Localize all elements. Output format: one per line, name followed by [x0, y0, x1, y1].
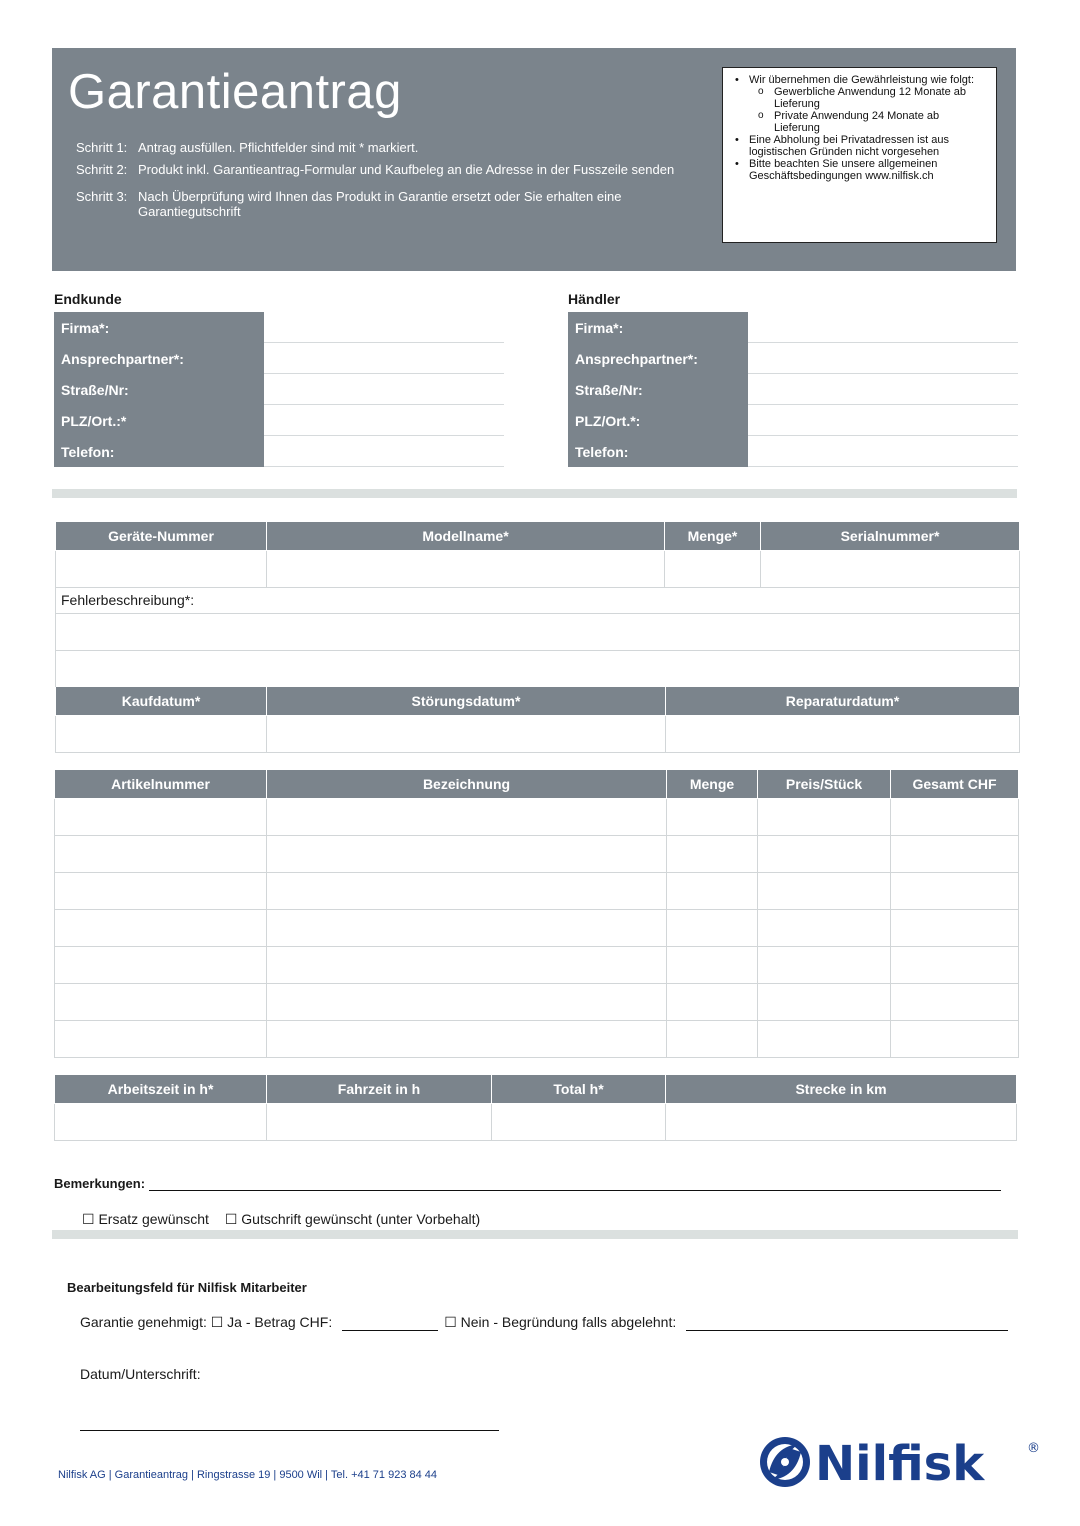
step-1	[76, 140, 716, 155]
table-row	[55, 983, 1019, 1020]
table-cell[interactable]	[758, 798, 891, 835]
purchase-date-cell[interactable]	[56, 715, 267, 752]
credit-checkbox[interactable]: ☐ Gutschrift gewünscht (unter Vorbehalt)	[224, 1211, 481, 1227]
col-header: Reparaturdatum*	[666, 687, 1020, 715]
table-cell[interactable]	[891, 909, 1019, 946]
col-header: Preis/Stück	[758, 770, 891, 798]
replacement-checkbox[interactable]: ☐ Ersatz gewünscht	[82, 1211, 209, 1227]
info-bullet: • Eine Abholung bei Privatadressen ist aus logistischen Gründen nicht vorgesehen	[735, 134, 988, 158]
col-header: Gesamt CHF	[891, 770, 1019, 798]
col-header: Arbeitszeit in h*	[55, 1075, 267, 1103]
time-table	[54, 1075, 1017, 1141]
col-header: Modellname*	[267, 522, 665, 550]
step-3	[76, 189, 716, 219]
firma-input[interactable]	[748, 312, 1018, 343]
table-cell[interactable]	[267, 872, 667, 909]
phone-input[interactable]	[264, 436, 504, 467]
section-divider	[52, 1230, 1018, 1239]
logo-wordmark: Nilfisk	[815, 1436, 985, 1492]
haendler-fields	[568, 312, 1018, 467]
table-cell[interactable]	[758, 872, 891, 909]
table-cell[interactable]	[267, 946, 667, 983]
step-label: Schritt 3:	[76, 189, 128, 204]
field-label: Ansprechpartner*:	[54, 343, 264, 374]
field-label: PLZ/Ort.*:	[568, 405, 748, 436]
total-hours-cell[interactable]	[492, 1103, 666, 1140]
table-row	[55, 798, 1019, 835]
parts-table	[54, 770, 1019, 1058]
serial-number-cell[interactable]	[761, 550, 1020, 587]
haendler-row-plz	[568, 405, 1018, 436]
info-sub-bullet: o Private Anwendung 24 Monate ab Lieferung	[735, 110, 988, 134]
page-title: Garantieantrag	[68, 65, 402, 119]
field-label: Firma*:	[568, 312, 748, 343]
field-label: Telefon:	[568, 436, 748, 467]
step-text: Nach Überprüfung wird Ihnen das Produkt in Garantie ersetzt oder Sie erhalten eine Garantiegutschrift	[138, 189, 622, 219]
col-header: Geräte-Nummer	[56, 522, 267, 550]
table-cell[interactable]	[55, 946, 267, 983]
footer-address: Nilfisk AG | Garantieantrag | Ringstrasse 19 | 9500 Wil | Tel. +41 71 923 84 44	[58, 1469, 438, 1481]
table-row	[55, 872, 1019, 909]
table-cell[interactable]	[891, 983, 1019, 1020]
work-hours-cell[interactable]	[55, 1103, 267, 1140]
table-cell[interactable]	[891, 872, 1019, 909]
table-row	[55, 946, 1019, 983]
device-table	[55, 522, 1020, 688]
table-row	[55, 909, 1019, 946]
steps-list	[76, 140, 716, 226]
table-cell[interactable]	[667, 835, 758, 872]
haendler-row-street	[568, 374, 1018, 405]
table-cell[interactable]	[55, 983, 267, 1020]
travel-hours-cell[interactable]	[267, 1103, 492, 1140]
table-cell[interactable]	[667, 983, 758, 1020]
step-label: Schritt 1:	[76, 140, 128, 155]
col-header: Bezeichnung	[267, 770, 667, 798]
field-label: Telefon:	[54, 436, 264, 467]
device-number-cell[interactable]	[56, 550, 267, 587]
street-input[interactable]	[748, 374, 1018, 405]
col-header: Menge*	[665, 522, 761, 550]
col-header: Strecke in km	[666, 1075, 1017, 1103]
step-2	[76, 162, 716, 182]
repair-date-cell[interactable]	[666, 715, 1020, 752]
fault-description-cell[interactable]	[56, 613, 1020, 650]
table-row	[55, 1020, 1019, 1057]
haendler-row-firma	[568, 312, 1018, 343]
table-cell[interactable]	[267, 909, 667, 946]
fault-date-cell[interactable]	[267, 715, 666, 752]
col-header: Fahrzeit in h	[267, 1075, 492, 1103]
table-cell[interactable]	[891, 946, 1019, 983]
phone-input[interactable]	[748, 436, 1018, 467]
field-label: Ansprechpartner*:	[568, 343, 748, 374]
table-cell[interactable]	[267, 1020, 667, 1057]
date-signature-label: Datum/Unterschrift:	[80, 1366, 201, 1382]
endkunde-row-contact	[54, 343, 504, 374]
quantity-cell[interactable]	[665, 550, 761, 587]
table-cell[interactable]	[758, 946, 891, 983]
table-cell[interactable]	[758, 1020, 891, 1057]
endkunde-row-plz	[54, 405, 504, 436]
field-label: Straße/Nr:	[568, 374, 748, 405]
haendler-row-phone	[568, 436, 1018, 467]
endkunde-title: Endkunde	[54, 291, 122, 307]
rejected-no-checkbox[interactable]: ☐ Nein - Begründung falls abgelehnt:	[444, 1314, 677, 1330]
approved-yes-checkbox[interactable]: Garantie genehmigt: ☐ Ja - Betrag CHF:	[80, 1314, 333, 1330]
street-input[interactable]	[264, 374, 504, 405]
col-header: Serialnummer*	[761, 522, 1020, 550]
info-bullet: • Wir übernehmen die Gewährleistung wie folgt:	[735, 74, 988, 86]
info-bullet: • Bitte beachten Sie unsere allgemeinen Geschäftsbedingungen www.nilfisk.ch	[735, 158, 988, 182]
fault-description-cell[interactable]	[56, 650, 1020, 687]
info-sub-bullet: o Gewerbliche Anwendung 12 Monate ab Lieferung	[735, 86, 988, 110]
table-cell[interactable]	[667, 798, 758, 835]
endkunde-row-phone	[54, 436, 504, 467]
table-row	[55, 835, 1019, 872]
step-text: Antrag ausfüllen. Pflichtfelder sind mit * markiert.	[138, 140, 419, 155]
col-header: Artikelnummer	[55, 770, 267, 798]
table-cell[interactable]	[55, 872, 267, 909]
model-name-cell[interactable]	[267, 550, 665, 587]
table-cell[interactable]	[891, 1020, 1019, 1057]
field-label: Firma*:	[54, 312, 264, 343]
header-banner	[52, 48, 1016, 271]
table-cell[interactable]	[267, 798, 667, 835]
table-cell[interactable]	[55, 798, 267, 835]
endkunde-row-firma	[54, 312, 504, 343]
signature-line[interactable]	[80, 1430, 499, 1431]
fault-label: Fehlerbeschreibung*:	[56, 587, 1020, 613]
col-header: Kaufdatum*	[56, 687, 267, 715]
col-header: Menge	[667, 770, 758, 798]
contact-input[interactable]	[748, 343, 1018, 374]
dates-table	[55, 687, 1020, 753]
col-header: Total h*	[492, 1075, 666, 1103]
table-cell[interactable]	[55, 909, 267, 946]
remarks-input[interactable]	[149, 1179, 1001, 1191]
table-cell[interactable]	[667, 909, 758, 946]
table-cell[interactable]	[758, 983, 891, 1020]
plz-input[interactable]	[264, 405, 504, 436]
section-divider	[52, 489, 1017, 498]
table-cell[interactable]	[667, 1020, 758, 1057]
remarks-label: Bemerkungen:	[54, 1176, 146, 1191]
endkunde-row-street	[54, 374, 504, 405]
table-cell[interactable]	[891, 835, 1019, 872]
table-cell[interactable]	[758, 909, 891, 946]
haendler-title: Händler	[568, 291, 621, 307]
field-label: Straße/Nr:	[54, 374, 264, 405]
col-header: Störungsdatum*	[267, 687, 666, 715]
table-cell[interactable]	[267, 835, 667, 872]
table-cell[interactable]	[55, 835, 267, 872]
haendler-row-contact	[568, 343, 1018, 374]
nilfisk-logo	[755, 1432, 1045, 1496]
replacement-options	[82, 1211, 492, 1228]
plz-input[interactable]	[748, 405, 1018, 436]
approval-line	[80, 1314, 1008, 1331]
table-cell[interactable]	[891, 798, 1019, 835]
distance-km-cell[interactable]	[666, 1103, 1017, 1140]
firma-input[interactable]	[264, 312, 504, 343]
staff-section-title: Bearbeitungsfeld für Nilfisk Mitarbeiter	[67, 1280, 307, 1295]
step-text: Produkt inkl. Garantieantrag-Formular und Kaufbeleg an die Adresse in der Fusszeile senden	[138, 162, 675, 177]
endkunde-fields	[54, 312, 504, 467]
warranty-info-box	[722, 67, 997, 243]
rejection-reason-input[interactable]	[686, 1317, 1008, 1331]
field-label: PLZ/Ort.:*	[54, 405, 264, 436]
table-cell[interactable]	[758, 835, 891, 872]
contact-input[interactable]	[264, 343, 504, 374]
table-cell[interactable]	[267, 983, 667, 1020]
remarks-field	[54, 1176, 1001, 1191]
table-cell[interactable]	[55, 1020, 267, 1057]
table-cell[interactable]	[667, 872, 758, 909]
table-cell[interactable]	[667, 946, 758, 983]
registered-mark: ®	[1027, 1441, 1040, 1456]
logo-emblem-icon	[760, 1437, 810, 1487]
step-label: Schritt 2:	[76, 162, 128, 177]
amount-chf-input[interactable]	[342, 1317, 438, 1331]
